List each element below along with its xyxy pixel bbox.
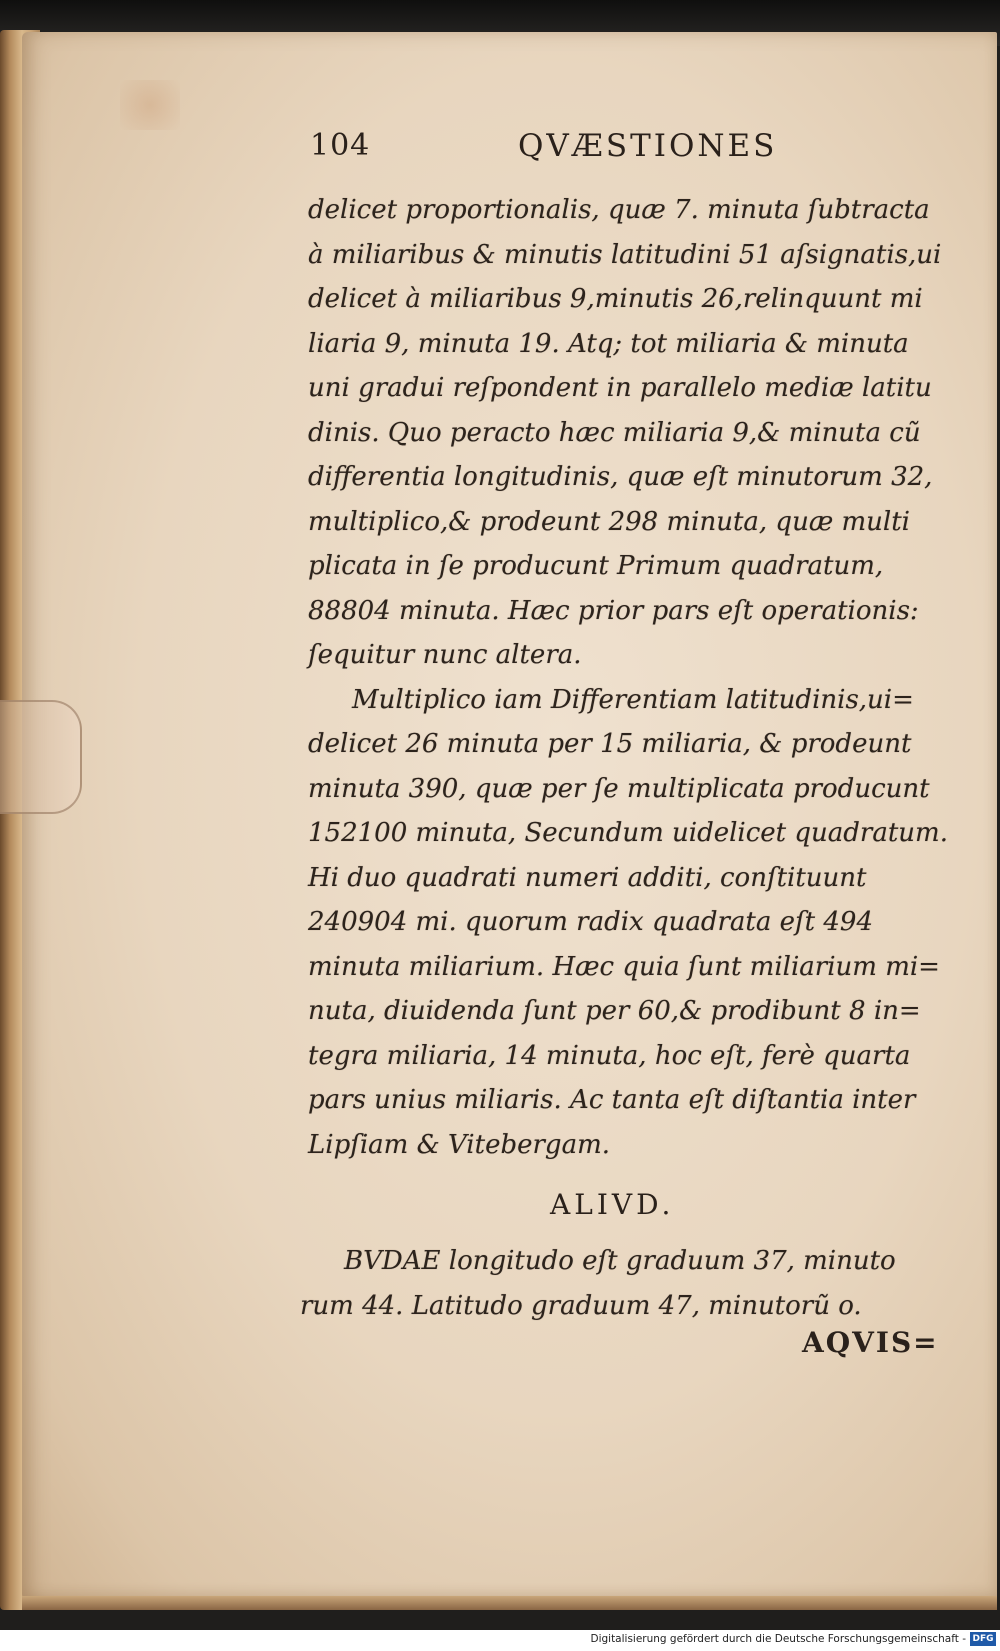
page-bottom-edge <box>22 1596 997 1610</box>
text-line: rum 44. Latitudo graduum 47, minutorũ o. <box>300 1290 862 1321</box>
running-title: QVÆSTIONES <box>518 128 778 164</box>
body-text <box>308 188 958 1167</box>
text-line: pars unius miliaris. Ac tanta eſt diſtantia inter <box>308 1085 916 1115</box>
text-line: nuta, diuidenda ſunt per 60,& prodibunt 8 in= <box>308 996 921 1026</box>
text-line: delicet proportionalis, quæ 7. minuta ſubtracta <box>308 195 930 225</box>
text-line: tegra miliaria, 14 minuta, hoc eſt, ferè quarta <box>308 1040 911 1071</box>
section-heading: ALIVD. <box>550 1188 675 1221</box>
catchword: AQVIS= <box>802 1326 939 1359</box>
text-line: delicet à miliaribus 9,minutis 26,relinquunt mi <box>308 284 923 314</box>
text-line: Lipſiam & Vitebergam. <box>308 1129 610 1160</box>
text-line: 240904 mi. quorum radix quadrata eſt 494 <box>308 907 873 937</box>
second-section-text <box>300 1239 960 1328</box>
text-line: ſequitur nunc altera. <box>308 640 582 670</box>
text-line: multiplico,& prodeunt 298 minuta, quæ multi <box>308 506 910 537</box>
paragraph-start-line: BVDAE longitudo eſt graduum 37, minuto <box>344 1246 896 1276</box>
paper-stain <box>120 80 180 130</box>
text-line: 88804 minuta. Hæc prior pars eſt operationis: <box>308 595 919 626</box>
paragraph-start-line: Multiplico iam Differentiam latitudinis,ui= <box>352 684 914 715</box>
text-line: plicata in ſe producunt Primum quadratum, <box>308 551 884 581</box>
text-line: Hi duo quadrati numeri additi, conſtituunt <box>308 862 867 893</box>
clip-tab <box>0 700 82 814</box>
text-line: liaria 9, minuta 19. Atq; tot miliaria & minuta <box>308 328 909 359</box>
text-line: uni gradui reſpondent in parallelo mediæ latitu <box>308 373 932 403</box>
digitization-credit: Digitalisierung gefördert durch die Deutsche Forschungsgemeinschaft - <box>590 1633 966 1645</box>
page-header <box>310 128 810 174</box>
text-line: minuta 390, quæ per ſe multiplicata producunt <box>308 773 930 804</box>
text-line: delicet 26 minuta per 15 miliaria, & prodeunt <box>308 729 912 759</box>
text-line: dinis. Quo peracto hæc miliaria 9,& minuta cũ <box>308 417 921 448</box>
dfg-logo: DFG <box>970 1632 996 1646</box>
text-line: differentia longitudinis, quæ eſt minutorum 32, <box>308 462 933 492</box>
text-line: 152100 minuta, Secundum uidelicet quadratum. <box>308 818 948 848</box>
page-number: 104 <box>310 128 371 163</box>
text-line: à miliaribus & minutis latitudini 51 aſsignatis,ui <box>308 239 942 270</box>
text-line: minuta miliarium. Hæc quia ſunt miliarium mi= <box>308 951 940 982</box>
